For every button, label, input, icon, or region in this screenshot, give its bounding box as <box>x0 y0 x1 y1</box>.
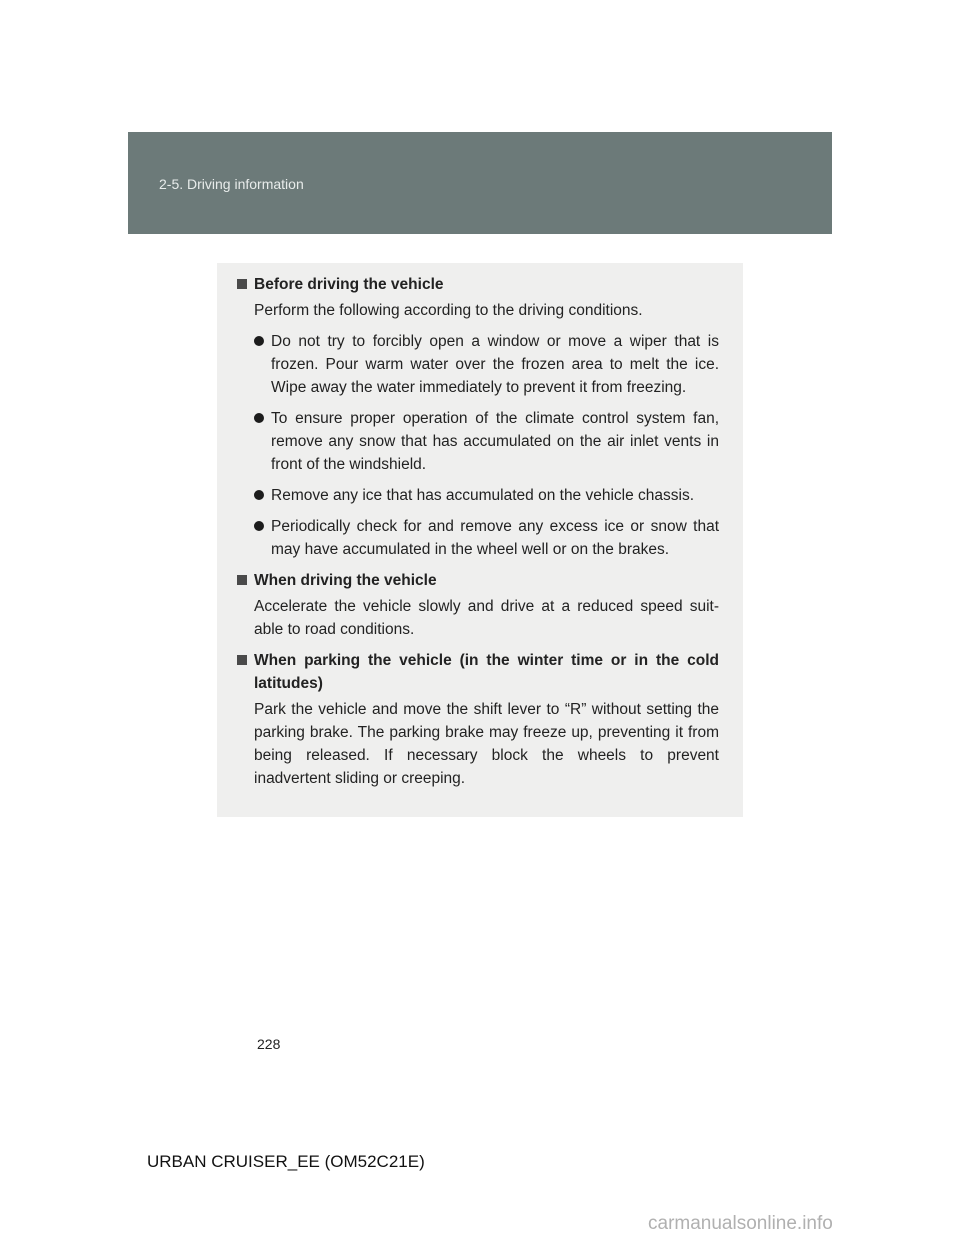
section-title-text: When parking the vehicle (in the winter time or in the cold latitudes) <box>254 652 719 692</box>
page-number: 228 <box>257 1036 281 1052</box>
footer-model: URBAN CRUISER_EE (OM52C21E) <box>147 1152 425 1171</box>
section-title <box>237 273 719 296</box>
section-title <box>237 569 719 592</box>
list-item-text: To ensure proper operation of the climate control system fan, remove any snow that has accumulated on the air inlet vents in front of the windshield. <box>271 410 719 473</box>
list-item-text: Do not try to forcibly open a window or move a wiper that is frozen. Pour warm water over the frozen area to melt the ice. Wipe away the water immediately to prevent it from freezing. <box>271 333 719 396</box>
list-item-text: Periodically check for and remove any excess ice or snow that may have accumulated in the wheel well or on the brakes. <box>271 518 719 558</box>
round-bullet-icon <box>254 336 264 346</box>
watermark: carmanualsonline.info <box>648 1213 833 1234</box>
section-title-text: When driving the vehicle <box>254 572 437 589</box>
round-bullet-icon <box>254 413 264 423</box>
section-title <box>237 649 719 695</box>
round-bullet-icon <box>254 490 264 500</box>
section-body: Park the vehicle and move the shift lever to “R” without setting the parking brake. The parking brake may freeze up, preventing it from being released. If necessary block the wheels to prevent inadvertent sliding or creeping. <box>254 701 719 787</box>
section-title-text: Before driving the vehicle <box>254 276 444 293</box>
list-item <box>237 407 719 476</box>
section-intro: Perform the following according to the driving conditions. <box>254 302 643 319</box>
section-when-driving <box>237 569 719 641</box>
list-item <box>237 515 719 561</box>
list-item <box>237 484 719 507</box>
square-bullet-icon <box>237 279 247 289</box>
section-when-parking <box>237 649 719 790</box>
header-band <box>128 132 832 234</box>
list-item-text: Remove any ice that has accumulated on the vehicle chassis. <box>271 487 695 504</box>
info-box <box>217 263 743 817</box>
section-label: 2-5. Driving information <box>159 176 304 192</box>
list-item <box>237 330 719 399</box>
section-before-driving <box>237 273 719 561</box>
section-body: Accelerate the vehicle slowly and drive at a reduced speed suit-able to road conditions. <box>254 598 719 638</box>
round-bullet-icon <box>254 521 264 531</box>
square-bullet-icon <box>237 655 247 665</box>
square-bullet-icon <box>237 575 247 585</box>
